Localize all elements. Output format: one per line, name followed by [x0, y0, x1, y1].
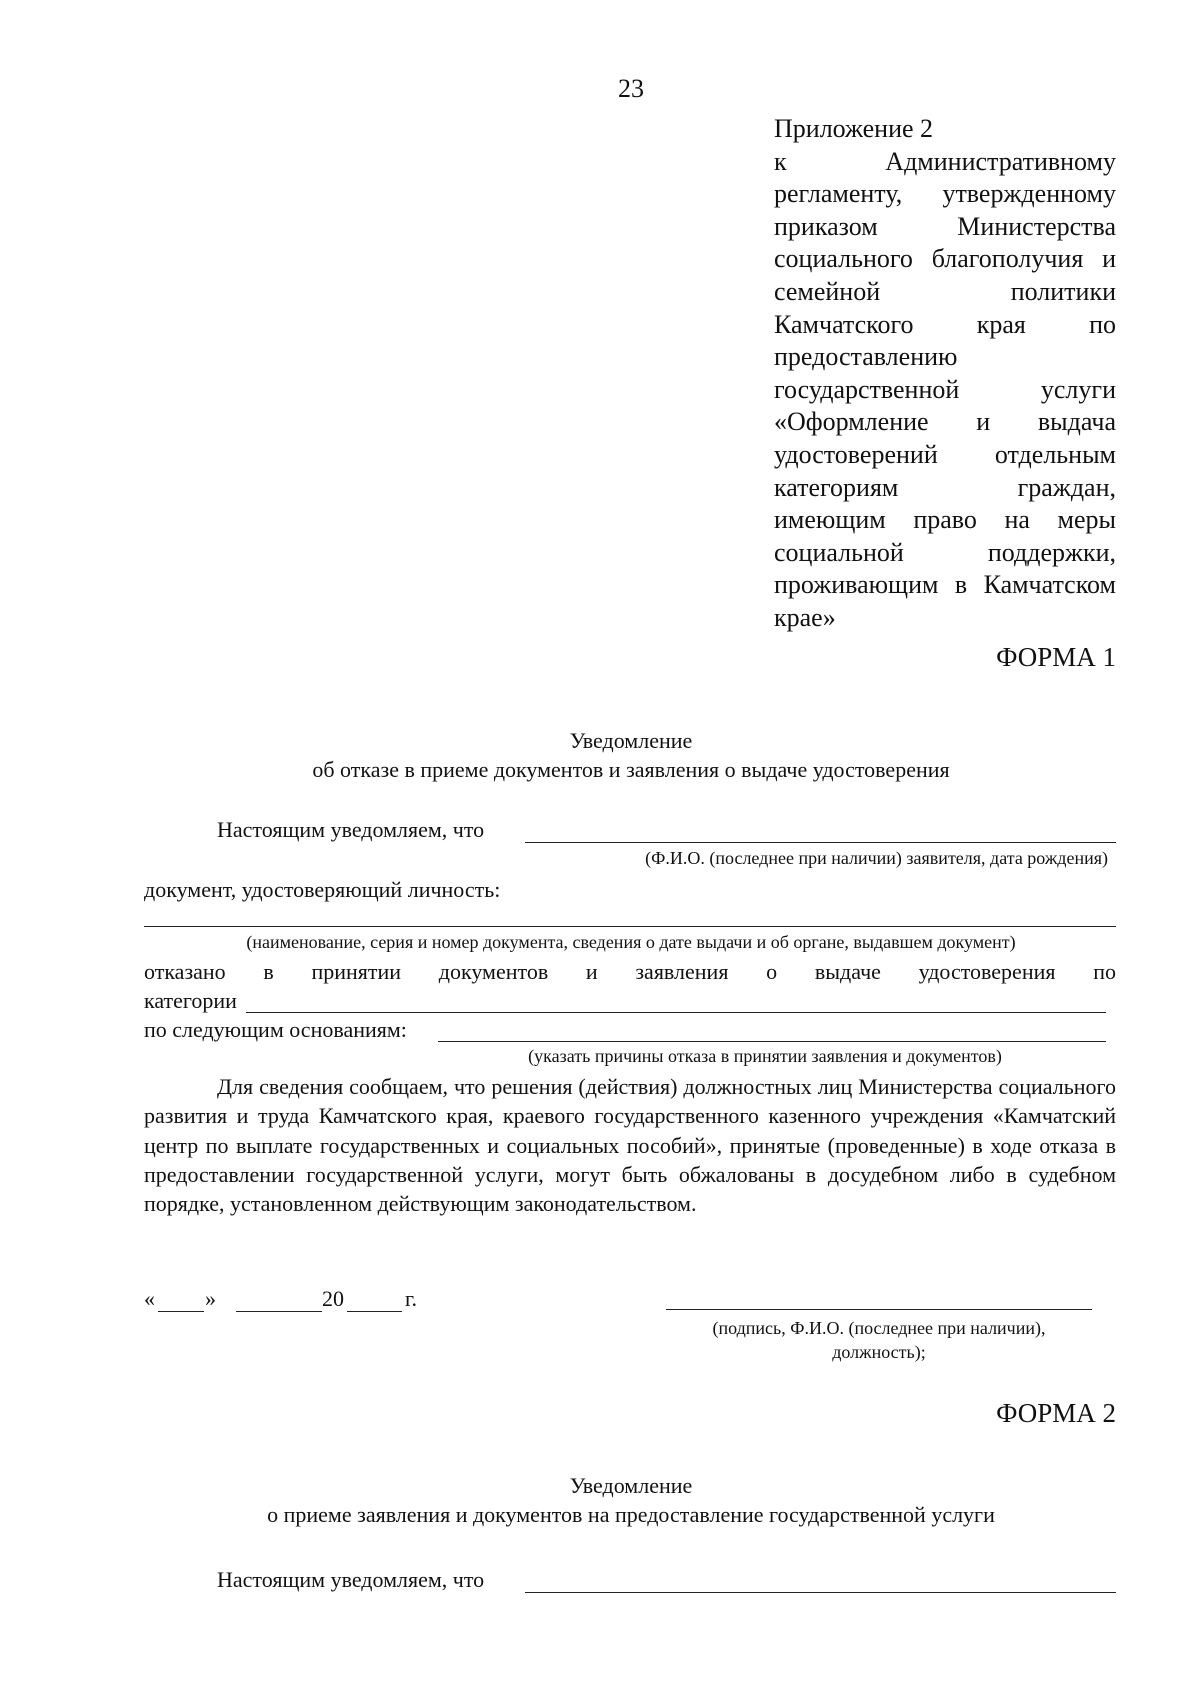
refused-word: по — [1093, 959, 1116, 984]
form2-subheading: о приеме заявления и документов на предоставление государственной услуги — [267, 1502, 995, 1527]
appendix-block — [774, 113, 1116, 635]
form1-category-text: категории — [144, 988, 237, 1013]
form1-notify-text: Настоящим уведомляем, что — [217, 817, 485, 842]
form1-id-doc-line[interactable] — [144, 926, 1116, 927]
refused-word: принятии — [311, 959, 402, 984]
form1-info-paragraph: Для сведения сообщаем, что решения (действия) должностных лиц Министерства социального развития и труда Камчатского края, краевого государственного казенного учреждения «Камчатский центр по выплате государственных и социальных пособий», принятые (проведенные) в ходе отказа в предоставлении государственной услуги, могут быть обжалованы в досудебном либо в судебном порядке, установленном действующим законодательством. — [144, 1074, 1116, 1217]
form1-id-doc-caption: (наименование, серия и номер документа, сведения о дате выдачи и об органе, выдавшем документ) — [246, 932, 1016, 952]
refused-word: заявления — [635, 959, 729, 984]
form1-refused-line — [144, 959, 1116, 985]
form1-subheading: об отказе в приеме документов и заявления о выдаче удостоверения — [312, 757, 950, 782]
refused-word: о — [766, 959, 778, 984]
form1-date-month-line[interactable] — [236, 1311, 322, 1312]
form1-signature-caption-1: (подпись, Ф.И.О. (последнее при наличии), — [712, 1318, 1046, 1338]
form1-grounds-caption: (указать причины отказа в принятии заявления и документов) — [528, 1046, 1002, 1066]
refused-word: удостоверения — [918, 959, 1056, 984]
form1-grounds-line[interactable] — [438, 1041, 1106, 1042]
form1-date-year-suffix: г. — [405, 1286, 418, 1311]
form2-applicant-line[interactable] — [525, 1592, 1116, 1593]
refused-word: выдаче — [814, 959, 881, 984]
form1-date-day-line[interactable] — [158, 1311, 204, 1312]
form1-date-close-quote: » — [205, 1286, 216, 1311]
form1-category-line[interactable] — [246, 1012, 1106, 1013]
page-number: 23 — [618, 74, 644, 103]
form2-notify-text: Настоящим уведомляем, что — [217, 1567, 485, 1592]
form1-signature-caption-2: должность); — [832, 1342, 926, 1362]
form2-label: ФОРМА 2 — [996, 1398, 1116, 1428]
form1-signature-line[interactable] — [666, 1309, 1092, 1310]
form1-heading: Уведомление — [569, 728, 693, 753]
form1-applicant-line[interactable] — [525, 842, 1116, 843]
refused-word: отказано — [144, 959, 226, 984]
form1-id-doc-text: документ, удостоверяющий личность: — [144, 877, 501, 902]
form1-applicant-caption: (Ф.И.О. (последнее при наличии) заявителя, дата рождения) — [645, 848, 1108, 868]
form1-label: ФОРМА 1 — [996, 642, 1116, 672]
refused-word: в — [263, 959, 274, 984]
form1-date-year-line[interactable] — [347, 1311, 402, 1312]
appendix-body: к Административному регламенту, утвержденному приказом Министерства социального благополучия и семейной политики Камчатского края по предоставлению государственной услуги «Оформление и выдача удостоверений отдельным категориям граждан, имеющим право на меры социальной поддержки, проживающим в Камчатском крае» — [774, 146, 1116, 632]
refused-word: и — [585, 959, 598, 984]
form1-date-open-quote: « — [144, 1286, 155, 1311]
refused-word: документов — [438, 959, 549, 984]
form1-date-year-prefix: 20 — [322, 1286, 344, 1311]
form2-heading: Уведомление — [569, 1473, 693, 1498]
appendix-title: Приложение 2 — [774, 114, 934, 143]
form1-grounds-text: по следующим основаниям: — [144, 1017, 407, 1042]
